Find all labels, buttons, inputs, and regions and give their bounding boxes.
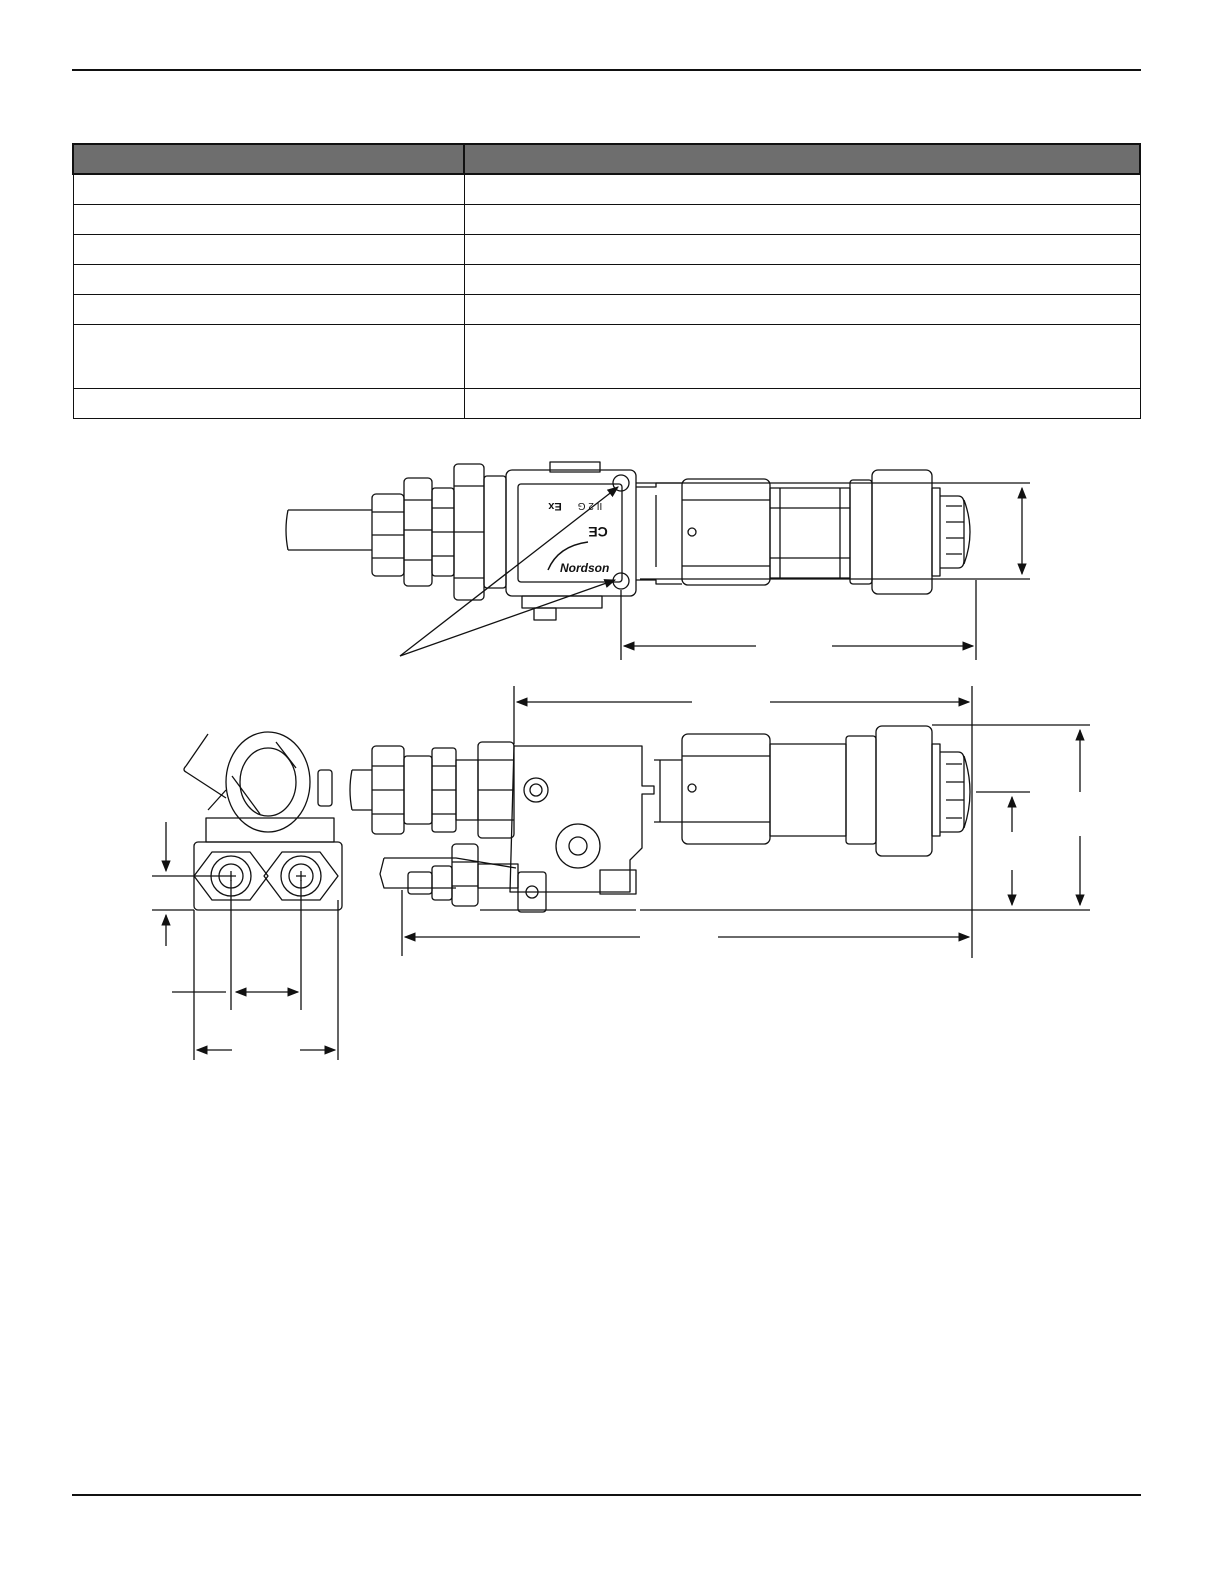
table-row [73, 205, 1140, 235]
table-cell [73, 389, 464, 419]
table-cell [464, 325, 1140, 389]
table-cell [464, 205, 1140, 235]
ce-mark [588, 524, 607, 540]
specification-table [72, 143, 1141, 419]
table-cell [464, 389, 1140, 419]
table-cell [464, 265, 1140, 295]
table-row [73, 389, 1140, 419]
table-row [73, 174, 1140, 205]
svg-text:CE: CE [588, 524, 608, 540]
ex-marking-label [547, 500, 561, 512]
table-row [73, 235, 1140, 265]
table-cell [73, 205, 464, 235]
top-view [286, 462, 970, 620]
table-cell [73, 325, 464, 389]
footer-rule [72, 1494, 1141, 1496]
table-row [73, 295, 1140, 325]
brand-logo: Nordson [560, 561, 610, 575]
table-cell [73, 295, 464, 325]
side-view [350, 726, 970, 912]
table-header-cell [73, 144, 464, 174]
dimension-drawing [0, 440, 1224, 1080]
table-cell [464, 295, 1140, 325]
table-cell [464, 235, 1140, 265]
header-rule [72, 69, 1141, 71]
table-row [73, 325, 1140, 389]
svg-text:II 2 G: II 2 G [577, 500, 603, 511]
table-header-row [73, 144, 1140, 174]
table-cell [73, 265, 464, 295]
table-row [73, 265, 1140, 295]
top-view-dimensions [400, 483, 1030, 660]
table-header-cell [464, 144, 1140, 174]
end-view [184, 732, 342, 910]
table-cell [464, 174, 1140, 205]
svg-text:Ex: Ex [548, 500, 562, 512]
table-cell [73, 174, 464, 205]
table-cell [73, 235, 464, 265]
